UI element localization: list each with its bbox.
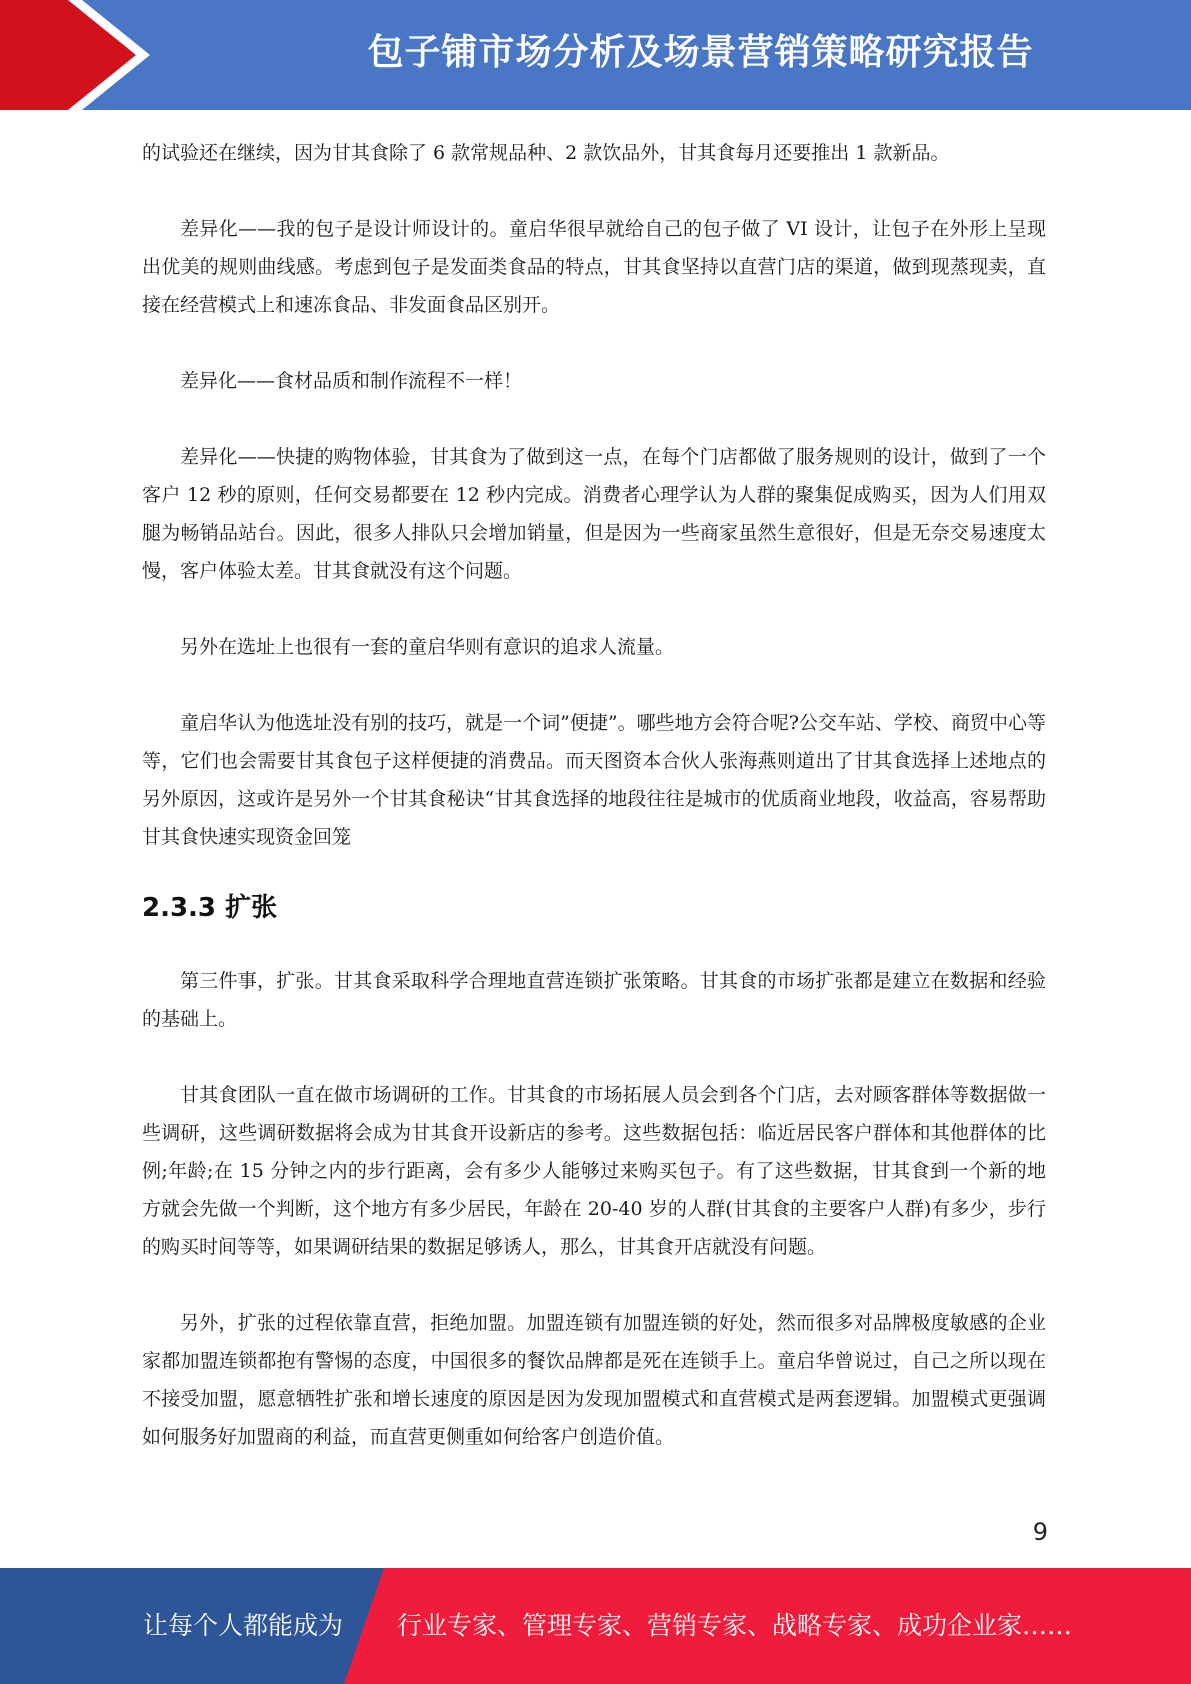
paragraph: 另外，扩张的过程依靠直营，拒绝加盟。加盟连锁有加盟连锁的好处，然而很多对品牌极度敏感的企业家都加盟连锁都抱有警惕的态度，中国很多的餐饮品牌都是死在连锁手上。童启华曾说过，自己之所以现在不接受加盟，愿意牺牲扩张和增长速度的原因是因为发现加盟模式和直营模式是两套逻辑。加盟模式更强调如何服务好加盟商的利益，而直营更侧重如何给客户创造价值。 (142, 1312, 1046, 1448)
paragraph: 甘其食团队一直在做市场调研的工作。甘其食的市场拓展人员会到各个门店，去对顾客群体等数据做一些调研，这些调研数据将会成为甘其食开设新店的参考。这些数据包括：临近居民客户群体和其他群体的比例;年龄;在 15 分钟之内的步行距离，会有多少人能够过来购买包子。有了这些数据，甘其食到一个新的地方就会先做一个判断，这个地方有多少居民，年龄在 20-40 岁的人群(甘其食的主要客户人群)有多少，步行的购买时间等等，如果调研结果的数据足够诱人，那么，甘其食开店就没有问题。 (142, 1084, 1046, 1258)
page-header (0, 0, 1191, 110)
header-arrow-decoration (0, 0, 150, 110)
document-body (142, 134, 1046, 1494)
section-heading: 2.3.3 扩张 (142, 893, 278, 923)
paragraph: 差异化——我的包子是设计师设计的。童启华很早就给自己的包子做了 VI 设计，让包子在外形上呈现出优美的规则曲线感。考虑到包子是发面类食品的特点，甘其食坚持以直营门店的渠道，做到现蒸现卖，直接在经营模式上和速冻食品、非发面食品区别开。 (142, 218, 1046, 316)
paragraph: 差异化——食材品质和制作流程不一样！ (180, 370, 523, 392)
footer-slogan-right: 行业专家、管理专家、营销专家、战略专家、成功企业家…… (397, 1611, 1073, 1640)
footer-slogan-left: 让每个人都能成为 (143, 1611, 344, 1640)
paragraph: 的试验还在继续，因为甘其食除了 6 款常规品种、2 款饮品外，甘其食每月还要推出 1 款新品。 (142, 142, 950, 164)
paragraph: 另外在选址上也很有一套的童启华则有意识的追求人流量。 (180, 636, 675, 658)
paragraph: 差异化——快捷的购物体验，甘其食为了做到这一点，在每个门店都做了服务规则的设计，做到了一个客户 12 秒的原则，任何交易都要在 12 秒内完成。消费者心理学认为人群的聚集促成购买，因为人们用双腿为畅销品站台。因此，很多人排队只会增加销量，但是因为一些商家虽然生意很好，但是无奈交易速度太慢，客户体验太差。甘其食就没有这个问题。 (142, 446, 1046, 582)
paragraph: 童启华认为他选址没有别的技巧，就是一个词”便捷”。哪些地方会符合呢?公交车站、学校、商贸中心等等，它们也会需要甘其食包子这样便捷的消费品。而天图资本合伙人张海燕则道出了甘其食选择上述地点的另外原因，这或许是另外一个甘其食秘诀“甘其食选择的地段往往是城市的优质商业地段，收益高，容易帮助甘其食快速实现资金回笼 (142, 712, 1046, 848)
page-footer (0, 1568, 1191, 1684)
page-number: 9 (1032, 1518, 1048, 1546)
paragraph: 第三件事，扩张。甘其食采取科学合理地直营连锁扩张策略。甘其食的市场扩张都是建立在数据和经验的基础上。 (142, 970, 1046, 1030)
report-title: 包子铺市场分析及场景营销策略研究报告 (367, 32, 1034, 73)
